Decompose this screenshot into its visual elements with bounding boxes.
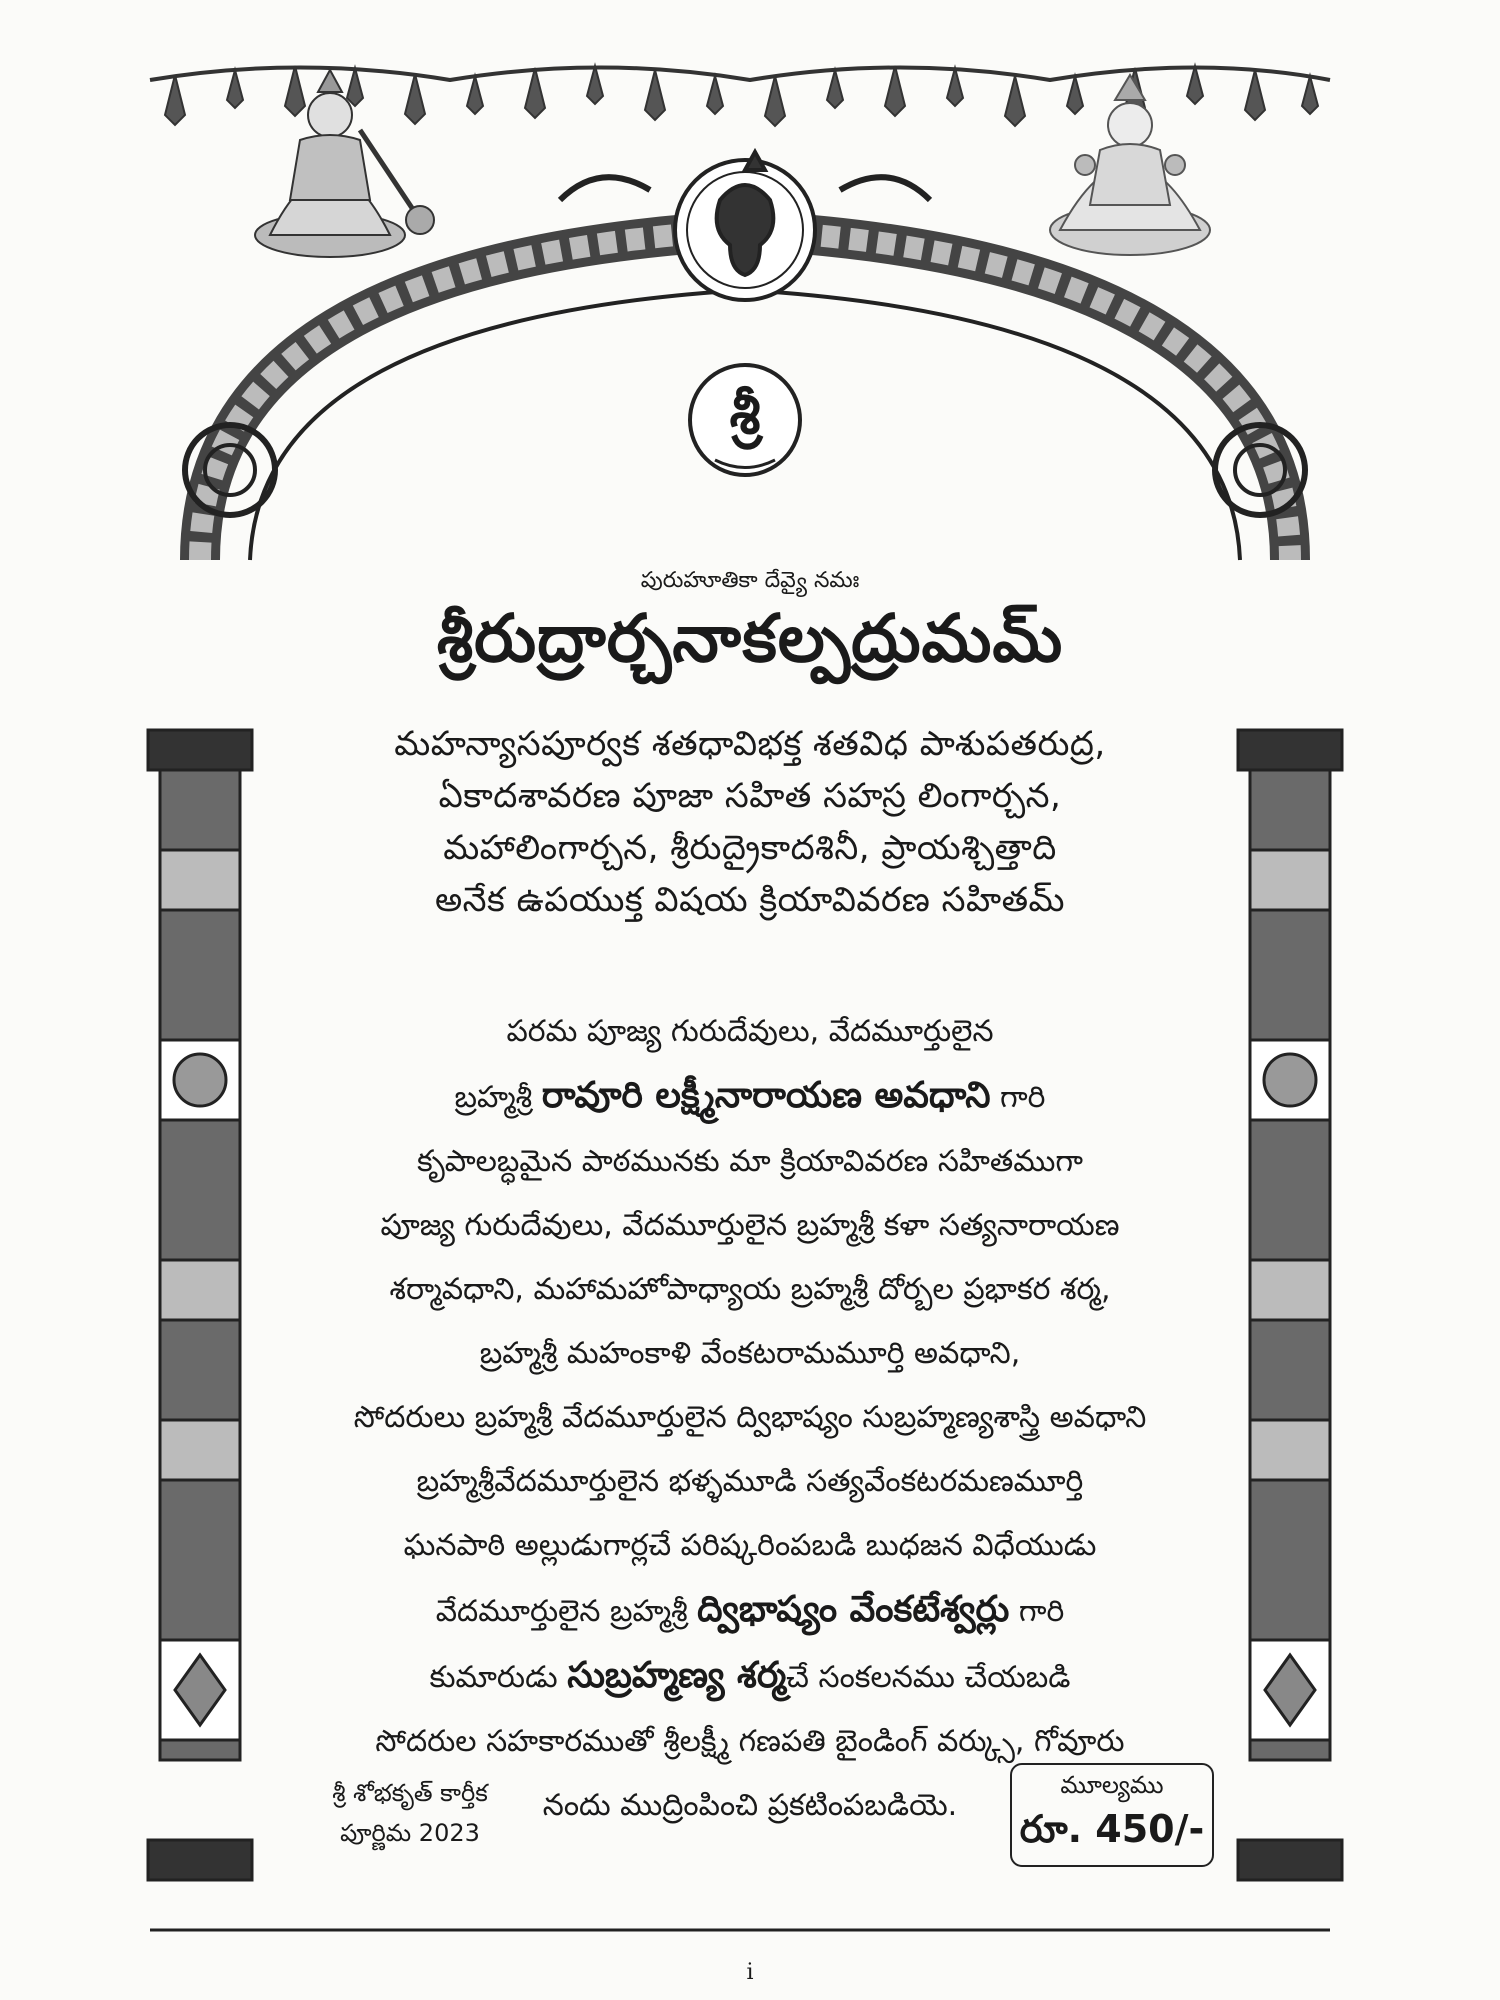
credits-block: [0, 1000, 1500, 1838]
credits-line: కృపాలబ్ధమైన పాఠమునకు మా క్రియావివరణ సహితముగా: [417, 1144, 1083, 1179]
compiler-name: సుబ్రహ్మణ్య శర్మ: [567, 1655, 787, 1696]
suffix: చే సంకలనము చేయబడి: [786, 1660, 1071, 1695]
price-box: [1010, 1763, 1214, 1867]
saraswati-figure-icon: [255, 70, 434, 257]
subtitle-line: మహాలింగార్చన, శ్రీరుద్రైకాదశినీ, ప్రాయశ్చిత్తాది: [443, 828, 1057, 868]
credits-line: ఘనపాఠి అల్లుడుగార్లచే పరిష్కరింపబడి బుధజన విధేయుడు: [403, 1528, 1097, 1563]
father-name: ద్విభాష్యం వేంకటేశ్వర్లు: [697, 1589, 1010, 1630]
credits-line: శర్మావధాని, మహామహోపాధ్యాయ బ్రహ్మశ్రీ దోర్బల ప్రభాకర శర్మ,: [389, 1272, 1111, 1307]
credits-line: సోదరుల సహకారముతో శ్రీలక్ష్మీ గణపతి బైండింగ్ వర్క్సు, గోవూరు: [375, 1724, 1125, 1759]
credits-line: [0, 1578, 1500, 1644]
invocation-line: పురుహూతికా దేవ్యై నమః: [640, 568, 860, 593]
ganesha-medallion-icon: [675, 152, 815, 300]
sri-symbol-text: శ్రీ: [729, 382, 761, 447]
colophon-line: పూర్ణిమ 2023: [340, 1819, 480, 1847]
subtitle-line: మహన్యాసపూర్వక శతధావిభక్త శతవిధ పాశుపతరుద్ర,: [394, 724, 1106, 764]
credits-line: బ్రహ్మశ్రీవేదమూర్తులైన భళ్ళమూడి సత్యవేంకటరమణమూర్తి: [416, 1464, 1084, 1499]
guru-name: రావూరి లక్ష్మీనారాయణ అవధాని: [541, 1075, 991, 1116]
subtitle-line: అనేక ఉపయుక్త విషయ క్రియావివరణ సహితమ్: [434, 880, 1066, 920]
credits-line: పూజ్య గురుదేవులు, వేదమూర్తులైన బ్రహ్మశ్రీ కళా సత్యనారాయణ: [380, 1208, 1120, 1243]
credits-line: [0, 1064, 1500, 1130]
subtitle-line: ఏకాదశావరణ పూజా సహిత సహస్ర లింగార్చన,: [438, 776, 1062, 816]
book-title: శ్రీరుద్రార్చనాకల్పద్రుమమ్: [436, 600, 1064, 677]
date-colophon: [285, 1773, 535, 1853]
honorific: బ్రహ్మశ్రీ: [454, 1080, 533, 1115]
suffix: గారి: [1000, 1080, 1046, 1115]
credits-line: సోదరులు బ్రహ్మశ్రీ వేదమూర్తులైన ద్విభాష్యం సుబ్రహ్మణ్యశాస్త్రి అవధాని: [353, 1400, 1147, 1435]
credits-line: [0, 1644, 1500, 1710]
credits-line: పరమ పూజ్య గురుదేవులు, వేదమూర్తులైన: [506, 1014, 994, 1049]
price-label: మూల్యము: [1060, 1771, 1164, 1799]
price-value: రూ. 450/-: [1019, 1807, 1205, 1851]
prefix: కుమారుడు: [429, 1660, 558, 1695]
page-number: i: [746, 1960, 754, 1985]
subtitle-block: [0, 718, 1500, 926]
credits-line: బ్రహ్మశ్రీ మహంకాళి వేంకటరామమూర్తి అవధాని,: [479, 1336, 1021, 1371]
suffix: గారి: [1018, 1594, 1065, 1629]
colophon-line: శ్రీ శోభకృత్ కార్తీక: [332, 1779, 488, 1807]
credits-line: నందు ముద్రింపించి ప్రకటింపబడియె.: [542, 1788, 958, 1823]
prefix: వేదమూర్తులైన బ్రహ్మశ్రీ: [435, 1594, 688, 1629]
